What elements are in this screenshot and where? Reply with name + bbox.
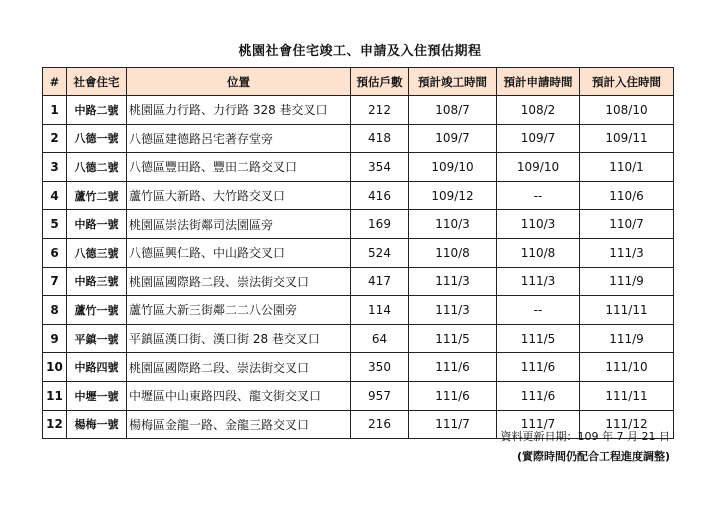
completion-cell: 110/8	[409, 238, 497, 267]
housing-name: 八德三號	[67, 238, 127, 267]
movein-cell: 111/10	[580, 353, 674, 382]
column-header-number: #	[43, 68, 67, 96]
location-cell: 楊梅區金龍一路、金龍三路交叉口	[127, 410, 351, 439]
housing-name: 平鎮一號	[67, 324, 127, 353]
application-cell: --	[497, 181, 580, 210]
row-number: 11	[43, 381, 67, 410]
column-header-units: 預估戶數	[351, 68, 409, 96]
row-number: 7	[43, 267, 67, 296]
table-row	[43, 96, 674, 125]
table-row	[43, 124, 674, 153]
application-cell: 111/6	[497, 381, 580, 410]
row-number: 9	[43, 324, 67, 353]
movein-cell: 111/12	[580, 410, 674, 439]
movein-cell: 111/11	[580, 296, 674, 325]
units-cell: 212	[351, 96, 409, 125]
units-cell: 216	[351, 410, 409, 439]
row-number: 8	[43, 296, 67, 325]
units-cell: 418	[351, 124, 409, 153]
location-cell: 八德區豐田路、豐田二路交叉口	[127, 153, 351, 182]
housing-name: 八德二號	[67, 153, 127, 182]
movein-cell: 110/6	[580, 181, 674, 210]
completion-cell: 111/6	[409, 353, 497, 382]
application-cell: 110/8	[497, 238, 580, 267]
movein-cell: 111/9	[580, 324, 674, 353]
table-row	[43, 324, 674, 353]
completion-cell: 111/5	[409, 324, 497, 353]
page-title: 桃園社會住宅竣工、申請及入住預估期程	[238, 44, 482, 59]
row-number: 5	[43, 210, 67, 239]
units-cell: 350	[351, 353, 409, 382]
units-cell: 417	[351, 267, 409, 296]
application-cell: 111/5	[497, 324, 580, 353]
row-number: 6	[43, 238, 67, 267]
movein-cell: 111/11	[580, 381, 674, 410]
column-header-completion: 預計竣工時間	[409, 68, 497, 96]
table-row	[43, 153, 674, 182]
housing-name: 中路二號	[67, 96, 127, 125]
movein-cell: 111/3	[580, 238, 674, 267]
table-row	[43, 296, 674, 325]
application-cell: 109/10	[497, 153, 580, 182]
location-cell: 平鎮區漢口街、漢口街 28 巷交叉口	[127, 324, 351, 353]
completion-cell: 111/7	[409, 410, 497, 439]
completion-cell: 111/3	[409, 267, 497, 296]
table-row	[43, 238, 674, 267]
housing-name: 八德一號	[67, 124, 127, 153]
location-cell: 蘆竹區大新三街鄰二二八公園旁	[127, 296, 351, 325]
table-row	[43, 210, 674, 239]
units-cell: 169	[351, 210, 409, 239]
table-header-row	[43, 68, 674, 96]
units-cell: 957	[351, 381, 409, 410]
column-header-location: 位置	[127, 68, 351, 96]
movein-cell: 110/1	[580, 153, 674, 182]
housing-name: 中路三號	[67, 267, 127, 296]
location-cell: 桃園區崇法街鄰司法園區旁	[127, 210, 351, 239]
location-cell: 蘆竹區大新路、大竹路交叉口	[127, 181, 351, 210]
completion-cell: 109/12	[409, 181, 497, 210]
schedule-note: (實際時間仍配合工程進度調整)	[516, 450, 670, 463]
completion-cell: 109/10	[409, 153, 497, 182]
application-cell: 109/7	[497, 124, 580, 153]
row-number: 10	[43, 353, 67, 382]
location-cell: 桃園區國際路二段、崇法街交叉口	[127, 353, 351, 382]
units-cell: 114	[351, 296, 409, 325]
table-row	[43, 353, 674, 382]
location-cell: 桃園區國際路二段、崇法街交叉口	[127, 267, 351, 296]
completion-cell: 110/3	[409, 210, 497, 239]
row-number: 2	[43, 124, 67, 153]
row-number: 12	[43, 410, 67, 439]
movein-cell: 108/10	[580, 96, 674, 125]
schedule-table	[42, 67, 674, 439]
location-cell: 八德區建德路呂宅著存堂旁	[127, 124, 351, 153]
row-number: 4	[43, 181, 67, 210]
application-cell: 108/2	[497, 96, 580, 125]
housing-name: 楊梅一號	[67, 410, 127, 439]
housing-name: 中路一號	[67, 210, 127, 239]
location-cell: 中壢區中山東路四段、龍文街交叉口	[127, 381, 351, 410]
table-row	[43, 181, 674, 210]
completion-cell: 111/6	[409, 381, 497, 410]
units-cell: 416	[351, 181, 409, 210]
application-cell: 110/3	[497, 210, 580, 239]
units-cell: 354	[351, 153, 409, 182]
table-row	[43, 381, 674, 410]
units-cell: 64	[351, 324, 409, 353]
row-number: 3	[43, 153, 67, 182]
housing-name: 蘆竹一號	[67, 296, 127, 325]
units-cell: 524	[351, 238, 409, 267]
movein-cell: 110/7	[580, 210, 674, 239]
column-header-application: 預計申請時間	[497, 68, 580, 96]
completion-cell: 109/7	[409, 124, 497, 153]
application-cell: 111/6	[497, 353, 580, 382]
location-cell: 八德區興仁路、中山路交叉口	[127, 238, 351, 267]
update-date: 資料更新日期：109 年 7 月 21 日	[500, 430, 670, 443]
location-cell: 桃園區力行路、力行路 328 巷交叉口	[127, 96, 351, 125]
housing-name: 蘆竹二號	[67, 181, 127, 210]
column-header-movein: 預計入住時間	[580, 68, 674, 96]
application-cell: 111/3	[497, 267, 580, 296]
completion-cell: 108/7	[409, 96, 497, 125]
movein-cell: 111/9	[580, 267, 674, 296]
housing-name: 中路四號	[67, 353, 127, 382]
housing-name: 中壢一號	[67, 381, 127, 410]
row-number: 1	[43, 96, 67, 125]
completion-cell: 111/3	[409, 296, 497, 325]
application-cell: --	[497, 296, 580, 325]
application-cell: 111/7	[497, 410, 580, 439]
movein-cell: 109/11	[580, 124, 674, 153]
table-row	[43, 267, 674, 296]
column-header-housing: 社會住宅	[67, 68, 127, 96]
